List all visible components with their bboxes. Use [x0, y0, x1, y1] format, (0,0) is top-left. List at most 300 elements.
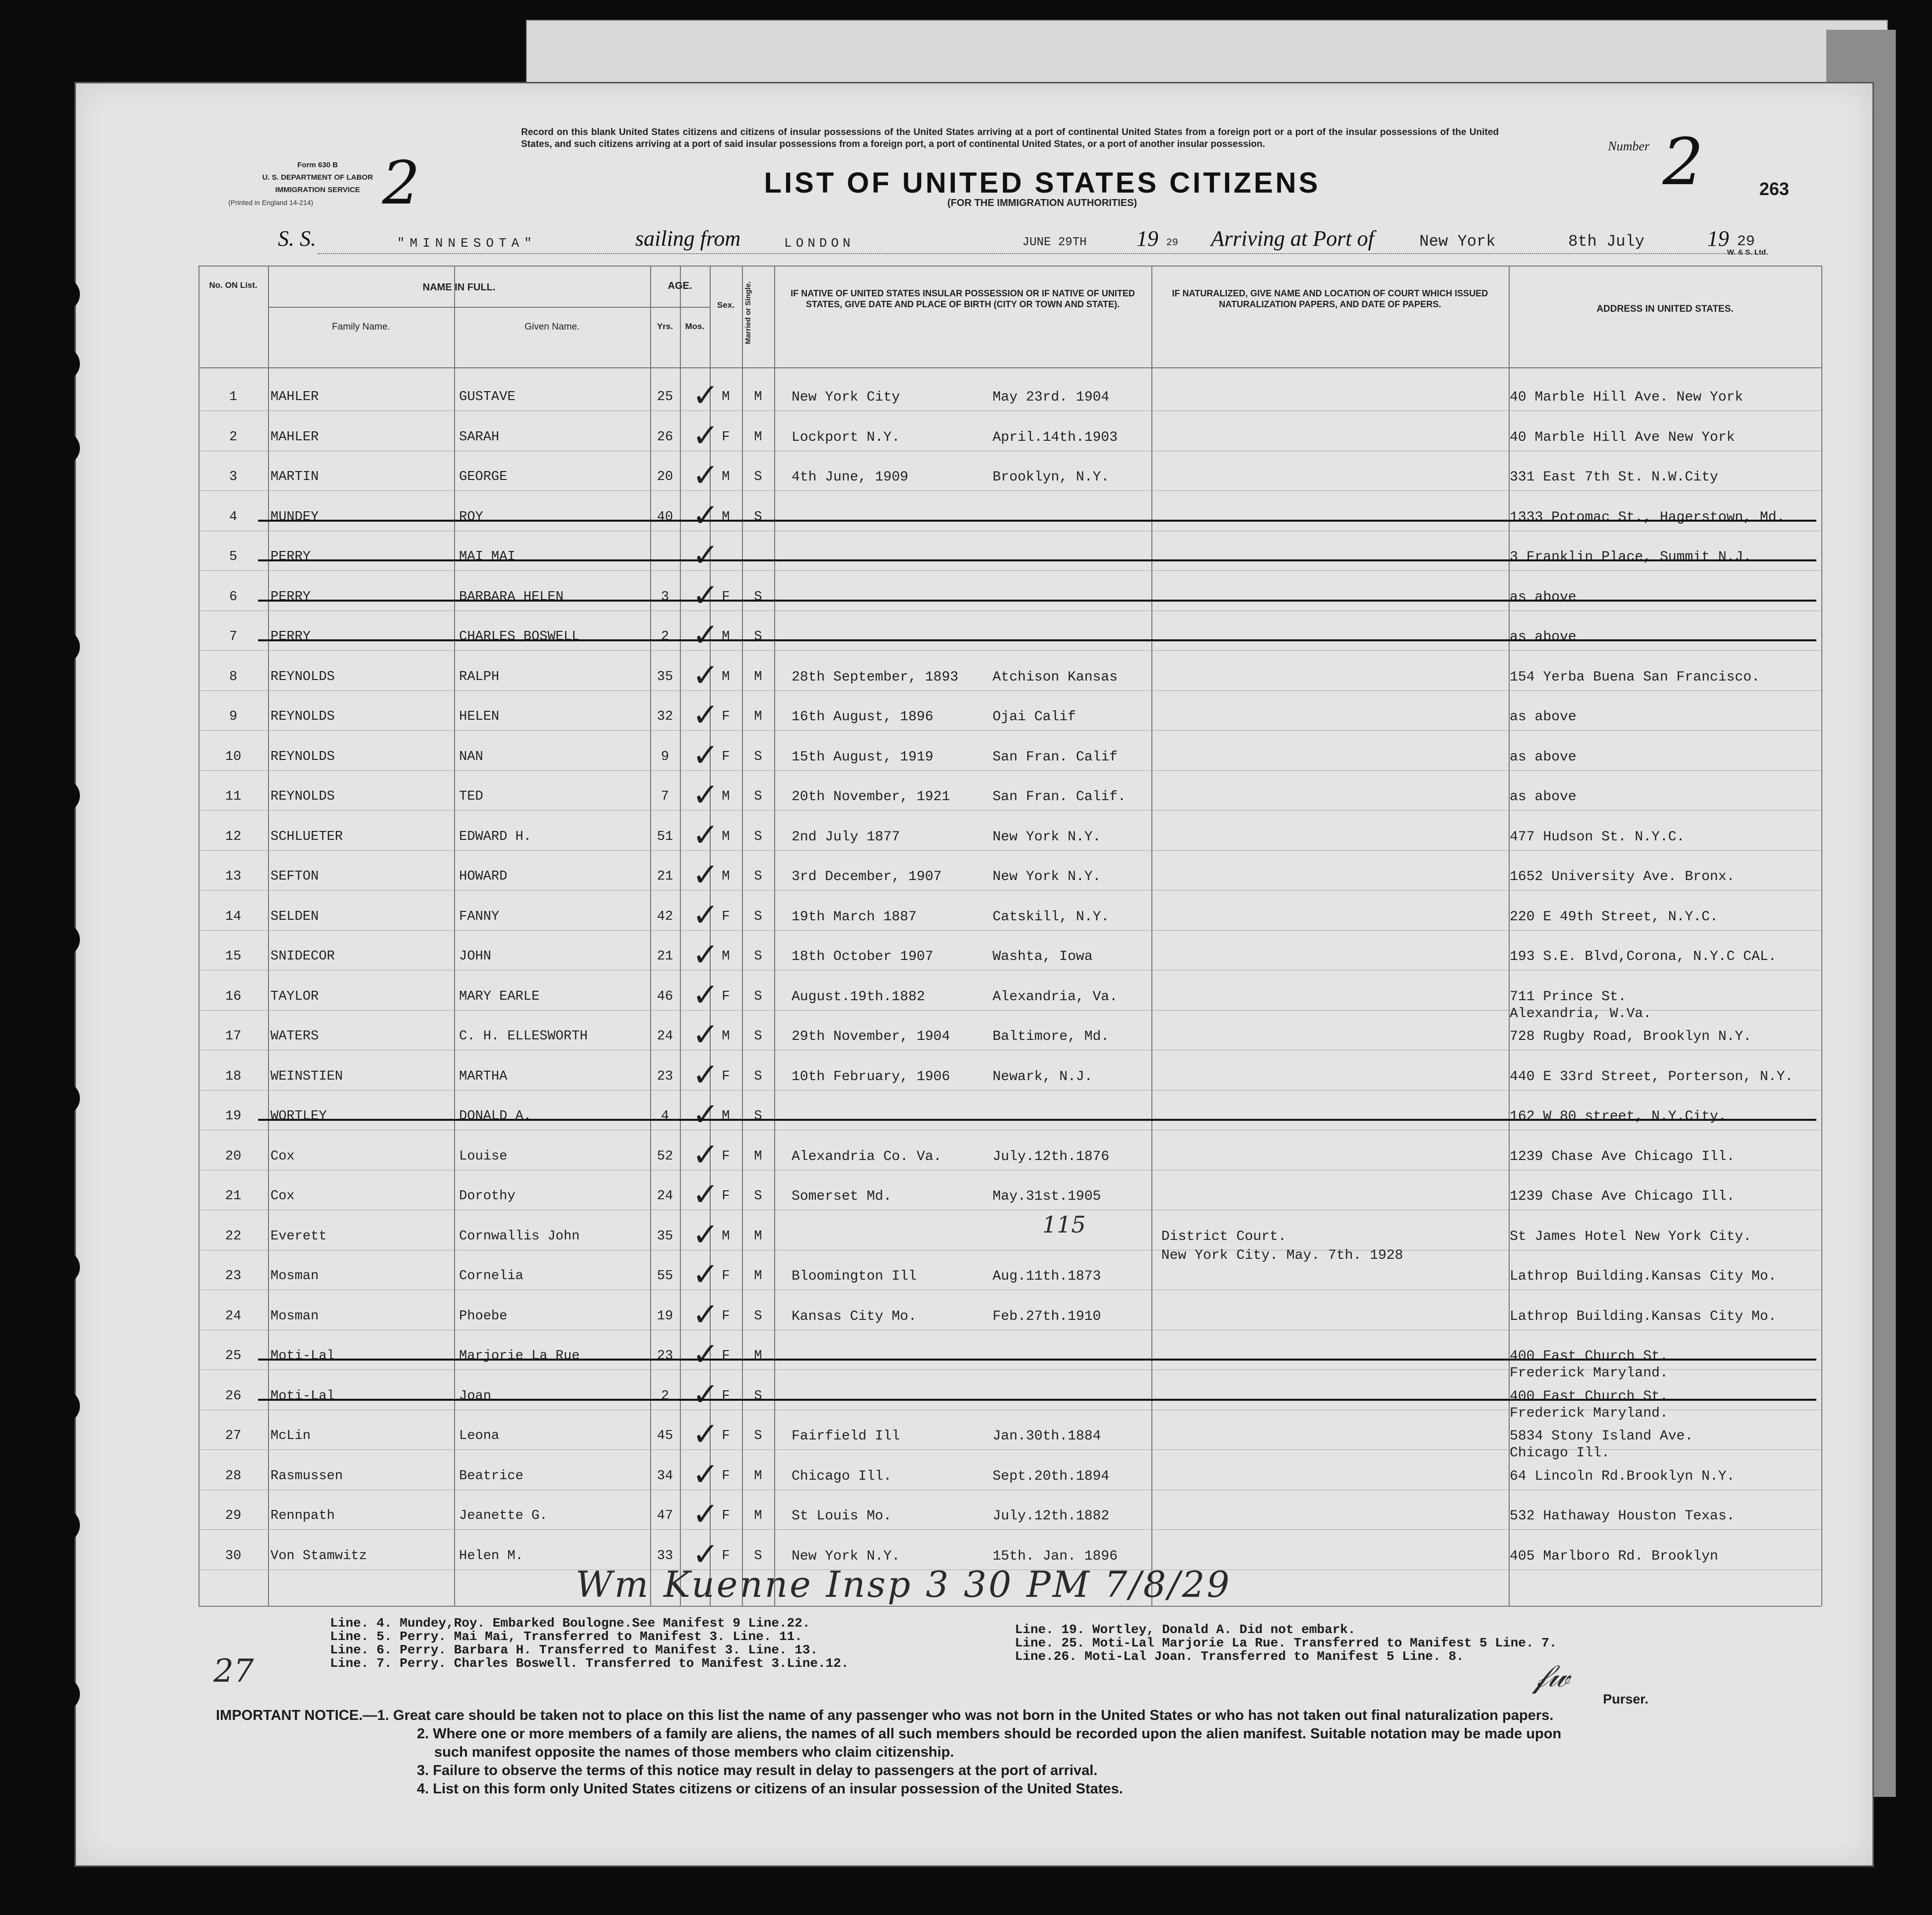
record-instructions: Record on this blank United States citizens and citizens of insular possessions of the United States arriving at a port of continental United States from a foreign port or a port of the insular possessions of the United States, and such citizens arriving at a port of said insular possessions from a foreign port, a port of continental United States, or a port of another insular possession.: [521, 127, 1499, 149]
cell-sex: M: [722, 1229, 730, 1244]
cell-ms: S: [754, 629, 762, 644]
cell-age: 9: [661, 749, 669, 764]
row-rule: [199, 690, 1821, 691]
checkmark-icon: ✓: [692, 1496, 719, 1533]
cell-family: Moti-Lal: [270, 1388, 335, 1404]
cell-family: MARTIN: [270, 470, 319, 484]
cell-ms: M: [754, 1229, 762, 1244]
col-rule: [774, 266, 775, 1606]
cell-sex: F: [722, 1189, 730, 1204]
row-rule: [199, 1529, 1821, 1530]
col-rule: [268, 266, 269, 1606]
cell-age: 32: [657, 709, 673, 724]
cell-addr: as above: [1510, 629, 1577, 645]
cell-sex: M: [722, 949, 730, 964]
departure-date: JUNE 29TH: [1022, 236, 1087, 249]
cell-sex: F: [722, 749, 730, 764]
cell-addr: 331 East 7th St. N.W.City: [1510, 470, 1719, 485]
col-rule: [1151, 266, 1152, 1606]
col-rule: [742, 266, 743, 1606]
cell-age: 34: [657, 1468, 673, 1484]
cell-age: 4: [661, 1109, 669, 1124]
col-rule: [1821, 266, 1822, 1606]
strike-through: [258, 1359, 1816, 1361]
cell-ms: S: [754, 869, 762, 884]
cell-addr2: Frederick Maryland.: [1510, 1366, 1668, 1381]
cell-birth_b: Catskill, N.Y.: [993, 909, 1110, 925]
cell-birth_b: Sept.20th.1894: [993, 1468, 1110, 1484]
cell-given: MARY EARLE: [459, 989, 540, 1004]
cell-no: 21: [225, 1189, 242, 1204]
header-naturalized: IF NATURALIZED, GIVE NAME AND LOCATION OF COURT WHICH ISSUED NATURALIZATION PAPERS, AND DATE OF PAPERS.: [1172, 288, 1488, 309]
row-rule: [199, 930, 1821, 931]
cell-sex: F: [722, 909, 730, 924]
cell-family: MUNDEY: [270, 509, 319, 525]
cell-ms: S: [754, 1308, 762, 1324]
cell-addr: 1333 Potomac St., Hagerstown, Md.: [1510, 509, 1785, 525]
cell-birth_a: Chicago Ill.: [792, 1468, 892, 1484]
notice-item: 2. Where one or more members of a family are aliens, the names of all such members should be recorded upon the alien manifest. Suitable notation may be made upon: [417, 1726, 1562, 1742]
cell-addr: 440 E 33rd Street, Porterson, N.Y.: [1510, 1069, 1794, 1085]
checkmark-icon: ✓: [692, 896, 719, 934]
cell-age: 33: [657, 1548, 673, 1564]
cell-addr: as above: [1510, 709, 1577, 725]
ss-label: S. S.: [278, 226, 316, 251]
departure-port: LONDON: [784, 236, 855, 251]
cell-birth_a: Somerset Md.: [792, 1189, 892, 1204]
cell-sex: F: [722, 1548, 730, 1564]
cell-family: Mosman: [270, 1308, 319, 1324]
cell-age: 51: [657, 829, 673, 844]
punch-hole-icon: [47, 1509, 80, 1542]
cell-sex: M: [722, 509, 730, 525]
table-bottom-rule: [199, 1606, 1821, 1607]
cell-no: 27: [225, 1429, 242, 1443]
cell-addr: 711 Prince St.: [1510, 989, 1627, 1005]
line-note: Line. 6. Perry. Barbara H. Transferred to Manifest 3. Line. 13.: [330, 1642, 818, 1657]
cell-family: TAYLOR: [270, 989, 319, 1004]
cell-ms: M: [754, 669, 762, 684]
cell-birth_b: New York N.Y.: [993, 829, 1101, 845]
notice-item: 4. List on this form only United States citizens or citizens of an insular possession of the United States.: [417, 1781, 1123, 1797]
cell-birth_b: April.14th.1903: [993, 429, 1118, 445]
cell-addr: 5834 Stony Island Ave.: [1510, 1429, 1693, 1444]
cell-ms: S: [754, 1429, 762, 1443]
punch-hole-icon: [47, 630, 80, 663]
checkmark-icon: ✓: [692, 1216, 719, 1253]
line-note: Line. 19. Wortley, Donald A. Did not embark.: [1015, 1622, 1356, 1637]
cell-addr: Lathrop Building.Kansas City Mo.: [1510, 1269, 1777, 1284]
cell-age: 24: [657, 1029, 673, 1044]
cell-no: 6: [229, 589, 238, 605]
strike-through: [258, 1399, 1816, 1401]
cell-sex: M: [722, 789, 730, 804]
cell-birth_b: 15th. Jan. 1896: [993, 1548, 1118, 1564]
cell-age: 2: [661, 1388, 669, 1404]
checkmark-icon: ✓: [692, 1017, 719, 1053]
cell-birth_a: Bloomington Ill: [792, 1269, 917, 1284]
cell-given: Helen M.: [459, 1548, 524, 1564]
cell-nat2: New York City. May. 7th. 1928: [1161, 1247, 1403, 1263]
notice-item: 1. Great care should be taken not to place on this list the name of any passenger who was not born in the United States or who has not taken out final naturalization papers.: [377, 1708, 1554, 1723]
purser-label: Purser.: [1603, 1692, 1649, 1707]
cell-given: Cornwallis John: [459, 1229, 580, 1244]
header-sex: Sex.: [717, 300, 734, 310]
page-title: LIST OF UNITED STATES CITIZENS: [764, 167, 1321, 199]
cell-given: Dorothy: [459, 1189, 516, 1204]
cell-birth_a: 3rd December, 1907: [792, 869, 942, 885]
notice-item: 3. Failure to observe the terms of this notice may result in delay to passengers at the port of arrival.: [417, 1763, 1098, 1778]
year-prefix-1: 19: [1136, 226, 1158, 251]
cell-birth_a: Lockport N.Y.: [792, 429, 900, 445]
cell-no: 24: [225, 1308, 242, 1324]
cell-birth_a: 15th August, 1919: [792, 749, 933, 765]
cell-ms: M: [754, 1349, 762, 1364]
cell-given: Phoebe: [459, 1308, 508, 1324]
checkmark-icon: ✓: [692, 1296, 719, 1333]
cell-given: Leona: [459, 1429, 500, 1443]
cell-birth_a: Kansas City Mo.: [792, 1308, 917, 1324]
checkmark-icon: ✓: [692, 1376, 719, 1413]
cell-addr2: Chicago Ill.: [1510, 1445, 1610, 1461]
cell-given: Cornelia: [459, 1269, 524, 1284]
cell-given: BARBARA HELEN: [459, 589, 564, 605]
cell-age: 42: [657, 909, 673, 924]
cell-given: Marjorie La Rue: [459, 1349, 580, 1364]
cell-addr: 728 Rugby Road, Brooklyn N.Y.: [1510, 1029, 1752, 1044]
cell-given: Louise: [459, 1149, 508, 1164]
cell-sex: F: [722, 1349, 730, 1364]
punch-hole-icon: [47, 1390, 80, 1423]
punch-hole-icon: [47, 923, 80, 956]
cell-addr: 405 Marlboro Rd. Brooklyn: [1510, 1548, 1719, 1564]
page-number: 263: [1759, 179, 1790, 199]
cell-ms: S: [754, 949, 762, 964]
checkmark-icon: ✓: [692, 1336, 719, 1373]
checkmark-icon: ✓: [692, 1136, 719, 1173]
cell-ms: M: [754, 429, 762, 445]
cell-age: 7: [661, 789, 669, 804]
cell-age: 20: [657, 470, 673, 484]
checkmark-icon: ✓: [692, 457, 719, 494]
cell-sex: M: [722, 1029, 730, 1044]
cell-no: 30: [225, 1548, 242, 1564]
cell-addr: 532 Hathaway Houston Texas.: [1510, 1508, 1735, 1524]
year-suffix-2: 29: [1737, 233, 1755, 250]
cell-birth_b: Washta, Iowa: [993, 949, 1093, 964]
cell-ms: S: [754, 589, 762, 605]
strike-through: [258, 1119, 1816, 1121]
cell-given: Joan: [459, 1388, 491, 1404]
cell-given: SARAH: [459, 429, 500, 445]
cell-age: 45: [657, 1429, 673, 1443]
cell-birth_a: 19th March 1887: [792, 909, 917, 925]
row-rule: [199, 650, 1821, 651]
cell-ms: M: [754, 709, 762, 724]
punch-hole-icon: [47, 1251, 80, 1284]
cell-ms: M: [754, 1269, 762, 1284]
cell-ms: S: [754, 1069, 762, 1084]
cell-no: 9: [229, 709, 238, 724]
line-notes-right: [1015, 1623, 1557, 1663]
cell-given: DONALD A.: [459, 1109, 532, 1124]
header-address: ADDRESS IN UNITED STATES.: [1597, 304, 1733, 314]
header-yrs: Yrs.: [657, 322, 673, 331]
ship-name: "MINNESOTA": [397, 236, 537, 251]
cell-no: 8: [229, 669, 238, 684]
punch-hole-icon: [47, 432, 80, 465]
cell-age: 3: [661, 589, 669, 605]
cell-given: NAN: [459, 749, 483, 764]
cell-age: 23: [657, 1349, 673, 1364]
cell-no: 22: [225, 1229, 242, 1244]
cell-sex: M: [722, 1109, 730, 1124]
cell-birth_b: May.31st.1905: [993, 1189, 1101, 1204]
cell-birth_b: Ojai Calif: [993, 709, 1076, 725]
important-notice: [216, 1707, 1814, 1798]
row-rule: [199, 770, 1821, 771]
cell-birth_b: San Fran. Calif.: [993, 789, 1126, 805]
cell-addr: 400 East Church St.: [1510, 1388, 1668, 1404]
cell-no: 25: [225, 1349, 242, 1364]
checkmark-icon: ✓: [692, 777, 719, 814]
cell-birth_b: San Fran. Calif: [993, 749, 1118, 765]
cell-birth_a: 4th June, 1909: [792, 470, 909, 485]
cell-addr2: Alexandria, W.Va.: [1510, 1006, 1652, 1022]
cell-family: REYNOLDS: [270, 709, 335, 724]
cell-given: TED: [459, 789, 483, 804]
cell-no: 2: [229, 429, 238, 445]
checkmark-icon: ✓: [692, 937, 719, 973]
cell-family: PERRY: [270, 629, 311, 644]
cell-ms: M: [754, 1508, 762, 1523]
cell-sex: F: [722, 1269, 730, 1284]
cell-family: SEFTON: [270, 869, 319, 884]
checkmark-icon: ✓: [692, 577, 719, 614]
cell-no: 11: [225, 789, 242, 804]
cell-family: REYNOLDS: [270, 669, 335, 684]
line-note: Line.26. Moti-Lal Joan. Transferred to Manifest 5 Line. 8.: [1015, 1649, 1464, 1664]
line-note: Line. 5. Perry. Mai Mai, Transferred to Manifest 3. Line. 11.: [330, 1629, 802, 1644]
line-note: Line. 25. Moti-Lal Marjorie La Rue. Transferred to Manifest 5 Line. 7.: [1015, 1636, 1557, 1650]
cell-ms: S: [754, 1109, 762, 1124]
voyage-underline: [318, 253, 1757, 254]
cell-family: Cox: [270, 1149, 295, 1164]
table-top-rule: [199, 266, 1821, 267]
cell-addr: 477 Hudson St. N.Y.C.: [1510, 829, 1685, 845]
cell-age: 26: [657, 429, 673, 445]
cell-sex: F: [722, 429, 730, 445]
cell-addr: 40 Marble Hill Ave New York: [1510, 429, 1735, 445]
col-rule: [199, 266, 200, 1606]
cell-given: FANNY: [459, 909, 500, 924]
cell-sex: F: [722, 1508, 730, 1523]
cell-sex: M: [722, 629, 730, 644]
line-notes-left: [330, 1617, 849, 1670]
cell-addr: 3 Franklin Place, Summit N.J.: [1510, 549, 1752, 565]
cell-birth_b: Alexandria, Va.: [993, 989, 1118, 1005]
cell-no: 10: [225, 749, 242, 764]
number-label: Number: [1608, 139, 1650, 153]
cell-sex: F: [722, 1308, 730, 1324]
notice-heading: IMPORTANT NOTICE.—: [216, 1708, 377, 1723]
number-value: 2: [1663, 124, 1704, 200]
cell-ms: S: [754, 509, 762, 525]
strike-through: [258, 600, 1816, 602]
cell-given: MARTHA: [459, 1069, 508, 1084]
strike-through: [258, 520, 1816, 522]
cell-given: Beatrice: [459, 1468, 524, 1484]
line-note: Line. 7. Perry. Charles Boswell. Transferred to Manifest 3.Line.12.: [330, 1656, 849, 1671]
cell-no: 23: [225, 1269, 242, 1284]
cell-no: 20: [225, 1149, 242, 1164]
cell-birth_a: New York N.Y.: [792, 1548, 900, 1564]
cell-birth_a: 18th October 1907: [792, 949, 933, 964]
cell-no: 5: [229, 549, 238, 564]
checkmark-icon: ✓: [692, 697, 719, 734]
strike-through: [258, 639, 1816, 641]
cell-given: GEORGE: [459, 470, 508, 484]
strike-through: [258, 559, 1816, 561]
cell-addr: 1239 Chase Ave Chicago Ill.: [1510, 1149, 1735, 1164]
cell-addr: as above: [1510, 789, 1577, 805]
cell-addr: as above: [1510, 589, 1577, 605]
row-rule: [199, 570, 1821, 571]
punch-hole-icon: [47, 1678, 80, 1710]
cell-ms: M: [754, 1149, 762, 1164]
checkmark-icon: ✓: [692, 857, 719, 893]
marginal-note: 27: [213, 1653, 254, 1690]
year-prefix-2: 19: [1707, 226, 1729, 251]
cell-birth_b: Newark, N.J.: [993, 1069, 1093, 1085]
cell-birth_a: 16th August, 1896: [792, 709, 933, 725]
sailing-label: sailing from: [635, 226, 741, 251]
cell-birth_a: August.19th.1882: [792, 989, 925, 1005]
header-subrule: [268, 307, 650, 308]
cell-addr: 193 S.E. Blvd,Corona, N.Y.C CAL.: [1510, 949, 1777, 964]
col-rule: [1509, 266, 1510, 1606]
cell-ms: S: [754, 829, 762, 844]
cell-family: Rasmussen: [270, 1468, 343, 1484]
cell-ms: S: [754, 789, 762, 804]
punch-hole-icon: [47, 278, 80, 311]
printed-in: (Printed in England 14-214): [228, 199, 314, 206]
cell-given: JOHN: [459, 949, 491, 964]
cell-addr: 154 Yerba Buena San Francisco.: [1510, 669, 1760, 685]
cell-birth_b: Baltimore, Md.: [993, 1029, 1110, 1044]
header-age-subrule: [650, 307, 710, 308]
cell-ms: S: [754, 989, 762, 1004]
cell-family: WEINSTIEN: [270, 1069, 343, 1084]
cell-age: 52: [657, 1149, 673, 1164]
cell-age: 19: [657, 1308, 673, 1324]
cell-birth_a: New York City: [792, 390, 900, 405]
cell-no: 4: [229, 509, 238, 525]
cell-sex: F: [722, 1468, 730, 1484]
cell-no: 12: [225, 829, 242, 844]
cell-birth_b: Feb.27th.1910: [993, 1308, 1101, 1324]
punch-hole-icon: [47, 1082, 80, 1115]
cell-ms: S: [754, 1189, 762, 1204]
header-birth: IF NATIVE OF UNITED STATES INSULAR POSSESSION OR IF NATIVE OF UNITED STATES, GIVE DATE AND PLACE OF BIRTH (CITY OR TOWN AND STATE).: [791, 288, 1135, 309]
checkmark-icon: ✓: [692, 497, 719, 534]
cell-sex: M: [722, 829, 730, 844]
cell-no: 7: [229, 629, 238, 644]
cell-family: SNIDECOR: [270, 949, 335, 964]
cell-ms: M: [754, 390, 762, 405]
checkmark-icon: ✓: [692, 617, 719, 654]
cell-family: Von Stamwitz: [270, 1548, 367, 1564]
header-family-name: Family Name.: [332, 322, 391, 332]
cell-ms: M: [754, 1468, 762, 1484]
table-header-rule: [199, 367, 1821, 368]
purser-signature-mark: 𝒻𝓌: [1533, 1658, 1570, 1695]
col-rule: [454, 266, 455, 1606]
header-name-in-full: NAME IN FULL.: [422, 282, 496, 293]
cell-addr: 1239 Chase Ave Chicago Ill.: [1510, 1189, 1735, 1204]
cell-given: C. H. ELLESWORTH: [459, 1029, 588, 1044]
col-rule: [650, 266, 651, 1606]
cell-age: 35: [657, 669, 673, 684]
cell-family: SELDEN: [270, 909, 319, 924]
cell-age: 24: [657, 1189, 673, 1204]
cell-family: PERRY: [270, 589, 311, 605]
cell-age: 2: [661, 629, 669, 644]
cell-ms: S: [754, 1548, 762, 1564]
form-identifier: [233, 159, 402, 196]
cell-age: 21: [657, 949, 673, 964]
cell-birth_a: 28th September, 1893: [792, 669, 959, 685]
punch-hole-icon: [47, 347, 80, 380]
cell-age: 21: [657, 869, 673, 884]
cell-nat: District Court.: [1161, 1229, 1287, 1244]
cell-no: 14: [225, 909, 242, 924]
cell-birth_b: Jan.30th.1884: [993, 1429, 1101, 1444]
cell-ms: S: [754, 909, 762, 924]
cell-addr: St James Hotel New York City.: [1510, 1229, 1752, 1244]
cell-given: MAI MAI: [459, 549, 516, 564]
cell-age: 25: [657, 390, 673, 405]
cell-family: WATERS: [270, 1029, 319, 1044]
checkmark-icon: ✓: [692, 417, 719, 454]
col-rule: [680, 266, 681, 1606]
department: U. S. DEPARTMENT OF LABOR: [262, 173, 373, 182]
inspector-signature: Wm Kuenne Insp 3 30 PM 7/8/29: [576, 1564, 1232, 1605]
cell-birth_b: May 23rd. 1904: [993, 390, 1110, 405]
cell-sex: M: [722, 470, 730, 484]
arrival-port: New York: [1419, 232, 1496, 251]
cell-ms: S: [754, 1029, 762, 1044]
cell-sex: M: [722, 390, 730, 405]
cell-given: HELEN: [459, 709, 500, 724]
cell-sex: F: [722, 589, 730, 605]
cell-birth_b: July.12th.1882: [993, 1508, 1110, 1524]
cell-addr: 1652 University Ave. Bronx.: [1510, 869, 1735, 885]
row-rule: [199, 410, 1821, 411]
checkmark-icon: ✓: [692, 657, 719, 694]
punch-hole-icon: [47, 779, 80, 812]
cell-given: Jeanette G.: [459, 1508, 548, 1523]
header-no: No. ON List.: [209, 280, 258, 290]
handwritten-list-number: 2: [382, 149, 420, 218]
cell-addr: 64 Lincoln Rd.Brooklyn N.Y.: [1510, 1468, 1735, 1484]
cell-birth_a: 10th February, 1906: [792, 1069, 950, 1085]
cell-addr2: Frederick Maryland.: [1510, 1405, 1668, 1421]
cell-family: Everett: [270, 1229, 327, 1244]
cell-no: 26: [225, 1388, 242, 1404]
cell-family: SCHLUETER: [270, 829, 343, 844]
header-given-name: Given Name.: [525, 322, 580, 332]
